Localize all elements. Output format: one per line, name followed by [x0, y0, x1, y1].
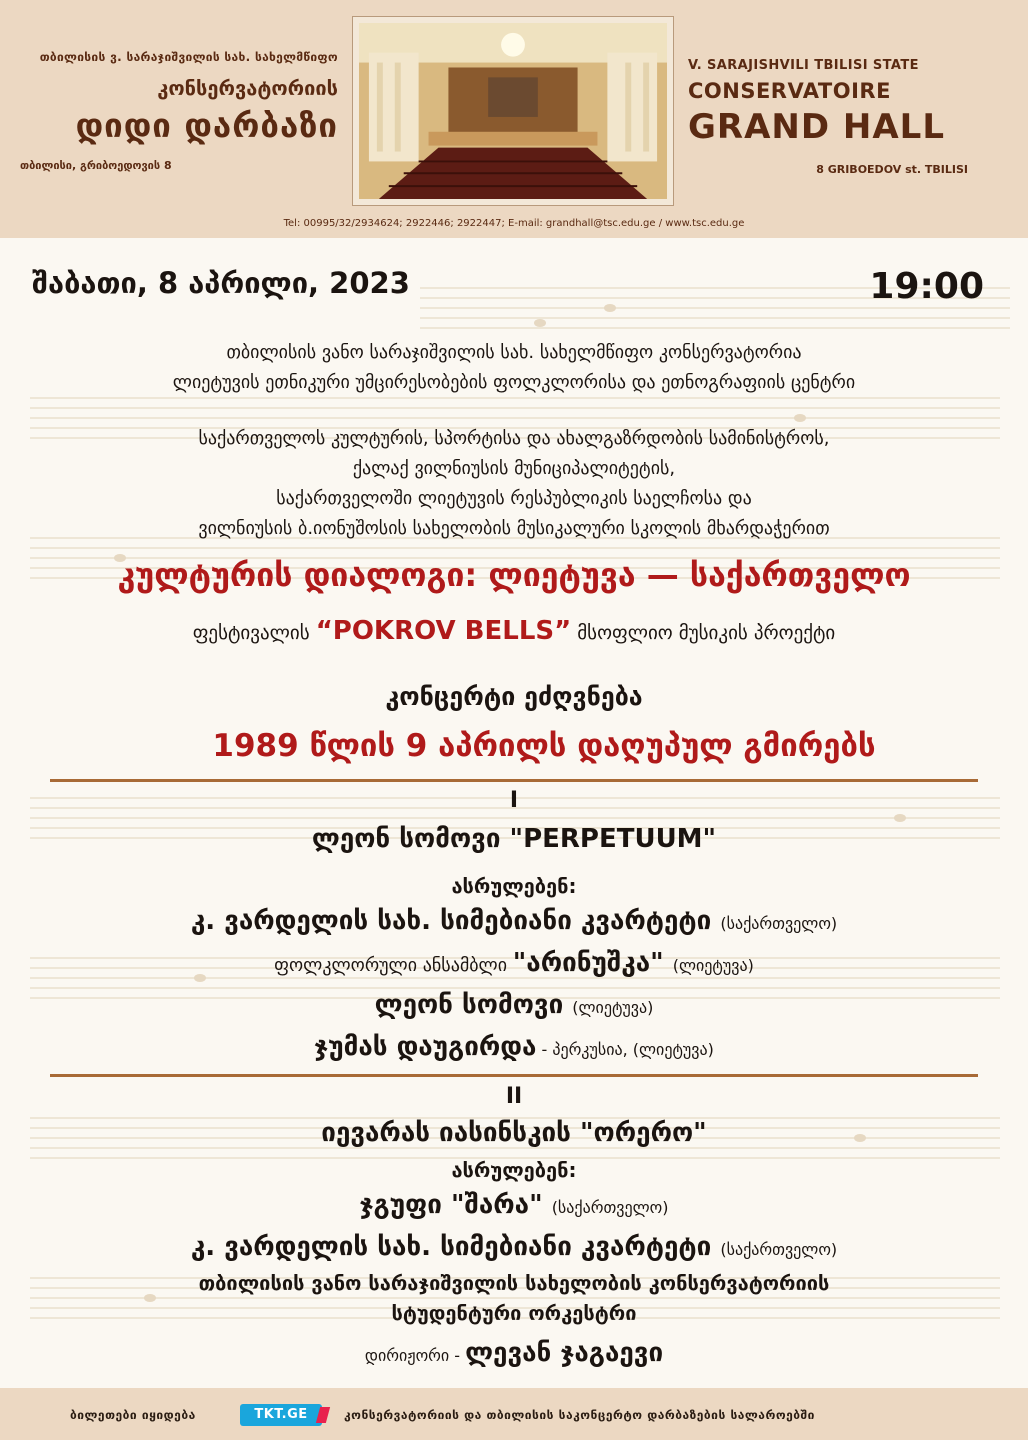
festival-name: “POKROV BELLS”: [315, 616, 572, 646]
header-right-english: [688, 58, 988, 176]
part1-numeral: I: [509, 788, 519, 813]
tickets-label: ბილეთები იყიდება: [70, 1408, 196, 1422]
festival-post: მსოფლიო მუსიკის პროექტი: [571, 622, 836, 644]
header-right-address: 8 GRIBOEDOV st. TBILISI: [816, 163, 968, 176]
poster-body: [0, 238, 1028, 1388]
part1-performer: [0, 906, 1028, 936]
tkt-logo[interactable]: TKT.GE: [240, 1404, 322, 1426]
conductor-label: დირიჟორი -: [364, 1346, 466, 1365]
divider: [50, 1074, 978, 1077]
performer-name: ჯუმას დაუგირდა: [314, 1032, 537, 1062]
organizer-line: თბილისის ვანო სარაჯიშვილის სახ. სახელმწიფო კონსერვატორია: [226, 342, 802, 363]
organizers: [0, 338, 1028, 398]
performer-name: ლეონ სომოვი: [374, 990, 564, 1020]
orchestra-line: თბილისის ვანო სარაჯიშვილის სახელობის კონსერვატორიის: [198, 1271, 830, 1295]
performer-name: კ. ვარდელის სახ. სიმებიანი კვარტეტი: [190, 906, 712, 936]
header-contacts: Tel: 00995/32/2934624; 2922446; 2922447; E-mail: grandhall@tsc.edu.ge / www.tsc.edu.ge: [283, 218, 745, 229]
header-band: [0, 0, 1028, 238]
performer-role: - პერკუსია, (ლიეტუვა): [536, 1040, 714, 1059]
conductor-name: ლევან ჯაგაევი: [465, 1338, 664, 1368]
hall-photo: [352, 16, 674, 206]
performer-name: კ. ვარდელის სახ. სიმებიანი კვარტეტი: [190, 1232, 712, 1262]
supporter-line: ვილნიუსის ბ.იონუშოსის სახელობის მუსიკალური სკოლის მხარდაჭერით: [198, 518, 830, 539]
performer-country: (საქართველო): [720, 1240, 838, 1259]
performer-name: "არინუშკა": [512, 948, 664, 978]
dedication: კონცერტი ეძღვნება: [385, 682, 643, 711]
tickets-location: კონსერვატორიის და თბილისის საკონცერტო დარბაზების სალაროებში: [344, 1408, 815, 1422]
event-date: შაბათი, 8 აპრილი, 2023: [32, 266, 410, 300]
header-left-address: თბილისი, გრიბოედოვის 8: [20, 159, 172, 172]
footer-band: [0, 1388, 1028, 1440]
header-left-line1: თბილისის ვ. სარაჯიშვილის სახ. სახელმწიფო: [39, 50, 338, 64]
part2-performers-label: ასრულებენ:: [451, 1158, 577, 1182]
supporters: [0, 424, 1028, 544]
header-right-line2: CONSERVATOIRE: [688, 79, 891, 103]
divider: [50, 779, 978, 782]
part1-performer: [0, 1032, 1028, 1062]
part1-performer: [0, 948, 1028, 978]
dedication-title: 1989 წლის 9 აპრილს დაღუპულ გმირებს: [212, 728, 876, 764]
header-left-line2: კონსერვატორიის: [157, 76, 338, 100]
performer-country: (ლიეტუვა): [672, 956, 754, 975]
festival-pre: ფესტივალის: [192, 622, 316, 644]
orchestra-line: სტუდენტური ორკესტრი: [391, 1301, 637, 1325]
part2-performer: [0, 1190, 1028, 1220]
performer-country: (საქართველო): [720, 914, 838, 933]
header-right-line3: GRAND HALL: [688, 107, 946, 147]
conductor: [0, 1338, 1028, 1368]
supporter-line: საქართველოში ლიეტუვის რესპუბლიკის საელჩოსა და: [276, 488, 752, 509]
concert-hall-image: [359, 23, 667, 199]
header-left-georgian: [20, 50, 338, 172]
festival-line: [0, 616, 1028, 646]
part1-performers-label: ასრულებენ:: [451, 874, 577, 898]
performer-prefix: ფოლკლორული ანსამბლი: [274, 955, 513, 976]
header-left-line3: დიდი დარბაზი: [75, 106, 338, 145]
performer-name: ჯგუფი "შარა": [359, 1190, 543, 1220]
performer-country: (ლიეტუვა): [572, 998, 654, 1017]
event-time: 19:00: [869, 266, 984, 307]
part2-work: იევარას იასინსკის "ორერო": [321, 1118, 707, 1148]
performer-country: (საქართველო): [551, 1198, 669, 1217]
part1-performer: [0, 990, 1028, 1020]
part2-numeral: II: [505, 1084, 523, 1109]
header-right-line1: V. SARAJISHVILI TBILISI STATE: [688, 58, 919, 73]
part1-work: ლეონ სომოვი "PERPETUUM": [311, 824, 717, 854]
supporter-line: საქართველოს კულტურის, სპორტისა და ახალგაზრდობის სამინისტროს,: [198, 428, 830, 449]
part2-performer: [0, 1232, 1028, 1262]
supporter-line: ქალაქ ვილნიუსის მუნიციპალიტეტის,: [352, 458, 676, 479]
event-title: კულტურის დიალოგი: ლიეტუვა — საქართველო: [117, 556, 911, 594]
part2-orchestra: [0, 1268, 1028, 1328]
organizer-line: ლიეტუვის ეთნიკური უმცირესობების ფოლკლორისა და ეთნოგრაფიის ცენტრი: [172, 372, 856, 393]
